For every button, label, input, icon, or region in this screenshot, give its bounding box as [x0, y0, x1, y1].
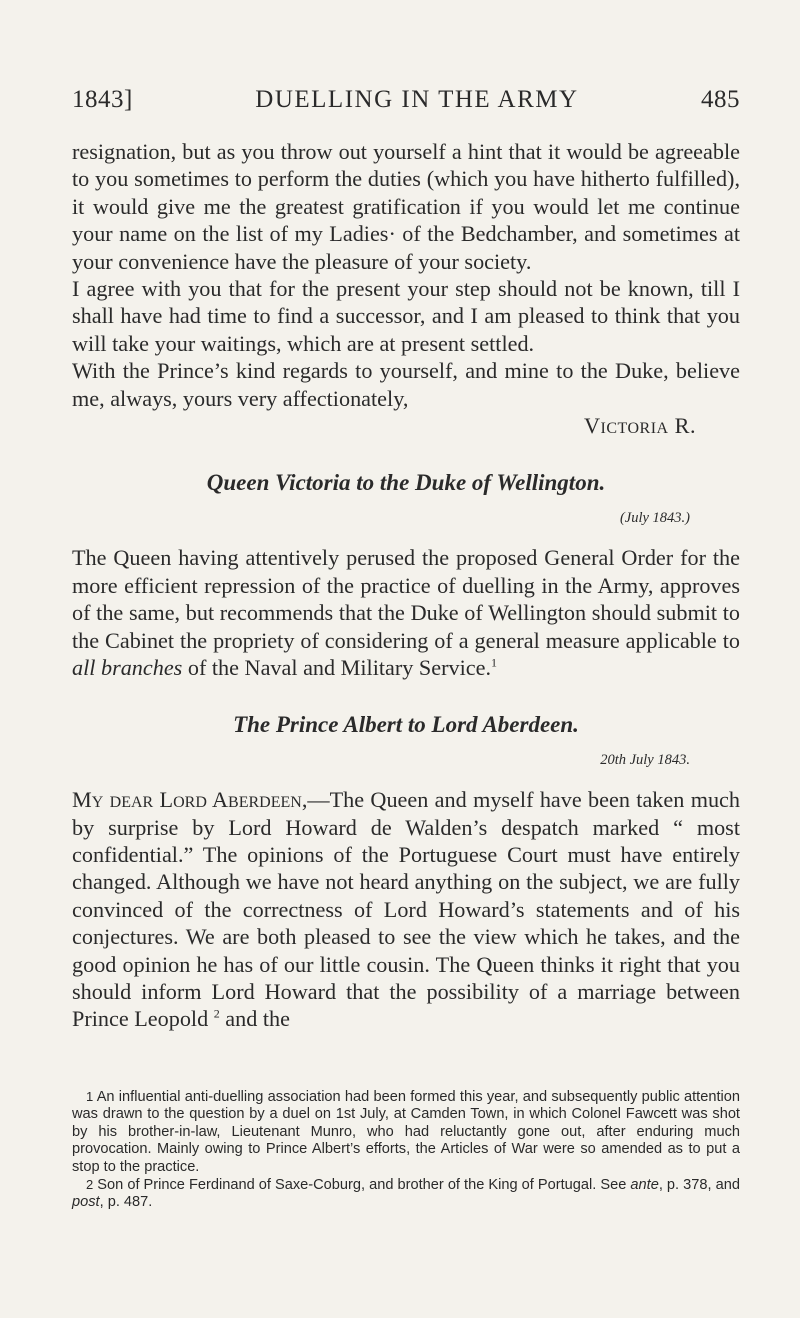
page-body	[72, 138, 740, 1033]
letter2-body	[72, 544, 740, 681]
letter2-body-part1: The Queen having attentively perused the proposed General Order for the more efficient repression of the practice of duelling in the Army, approves of the same, but recommends that the Duke of Wellington should submit to the Cabinet the propriety of considering of a general measure applicable to	[72, 545, 740, 653]
letter3-body-part1: —The Queen and myself have been taken much by surprise by Lord Howard de Walden’s despatch marked “ most confidential.” The opinions of the Portuguese Court must have entirely changed. Although we have not heard anything on the subject, we are fully convinced of the correctness of Lord Howard’s statements and of his conjectures. We are both pleased to see the view which he takes, and the good opinion he has of our little cousin. The Queen thinks it right that you should inform Lord Howard that the possibility of a marriage between Prince Leopold	[72, 787, 740, 1032]
letter3-salutation: My dear Lord Aberdeen,	[72, 787, 308, 813]
footnote-2-text-c: , p. 487.	[99, 1194, 153, 1211]
footnote-2-text: Son of Prince Ferdinand of Saxe-Coburg, and brother of the King of Portugal. See	[97, 1177, 631, 1194]
letter1-signature: Victoria R.	[583, 413, 696, 439]
footnote-2-post: post	[72, 1194, 100, 1211]
footnote-1-text: An influential anti-duelling association had been formed this year, and subsequently public attention was drawn to the question by a duel on 1st July, at Camden Town, in which Colonel Fawcett was shot by his brother-in-law, Lieutenant Munro, who had reluctantly gone out, after enduring much provocation. Mainly owing to Prince Albert’s efforts, the Articles of War were so amended as to put a stop to the practice.	[72, 1089, 740, 1175]
letter3-date: 20th July 1843.	[600, 751, 690, 768]
footnote-2	[72, 1176, 740, 1212]
footnote-2-number: 2	[86, 1177, 94, 1193]
footnote-ref-2[interactable]: 2	[213, 1006, 220, 1021]
letter2-body-italic: all branches	[72, 654, 183, 680]
header-page-number: 485	[701, 86, 740, 113]
letter1-paragraph-2: I agree with you that for the present your step should not be known, till I shall have had time to find a successor, and I am pleased to think that you will take your waitings, which are at present settled.	[72, 276, 740, 356]
header-title: DUELLING IN THE ARMY	[255, 86, 579, 113]
letter3-body-part2: and the	[219, 1006, 290, 1032]
letter3-heading: The Prince Albert to Lord Aberdeen.	[233, 712, 579, 738]
footnotes	[72, 1088, 740, 1212]
letter2-date: (July 1843.)	[619, 509, 690, 526]
footnote-1-number: 1	[86, 1089, 94, 1104]
running-header	[72, 86, 740, 114]
letter2-heading: Queen Victoria to the Duke of Wellington.	[206, 470, 606, 496]
letter3-body	[72, 786, 740, 1033]
header-year: 1843]	[72, 86, 133, 113]
footnote-1	[72, 1088, 740, 1176]
letter1-paragraph-1: resignation, but as you throw out yourself a hint that it would be agreeable to you sometimes to perform the duties (which you have hitherto fulfilled), it would give me the greatest gratification if you would let me continue your name on the list of my Ladies· of the Bedchamber, and sometimes at your convenience have the pleasure of your society.	[72, 139, 740, 274]
footnote-2-ante: ante	[630, 1177, 659, 1194]
letter2-body-part2: of the Naval and Military Service.	[182, 654, 491, 680]
letter1-paragraph-3: With the Prince’s kind regards to yourself, and mine to the Duke, believe me, always, yours very affectionately,	[72, 358, 740, 411]
footnote-ref-1[interactable]: 1	[491, 655, 497, 670]
footnote-2-text-b: , p. 378, and	[658, 1177, 740, 1194]
